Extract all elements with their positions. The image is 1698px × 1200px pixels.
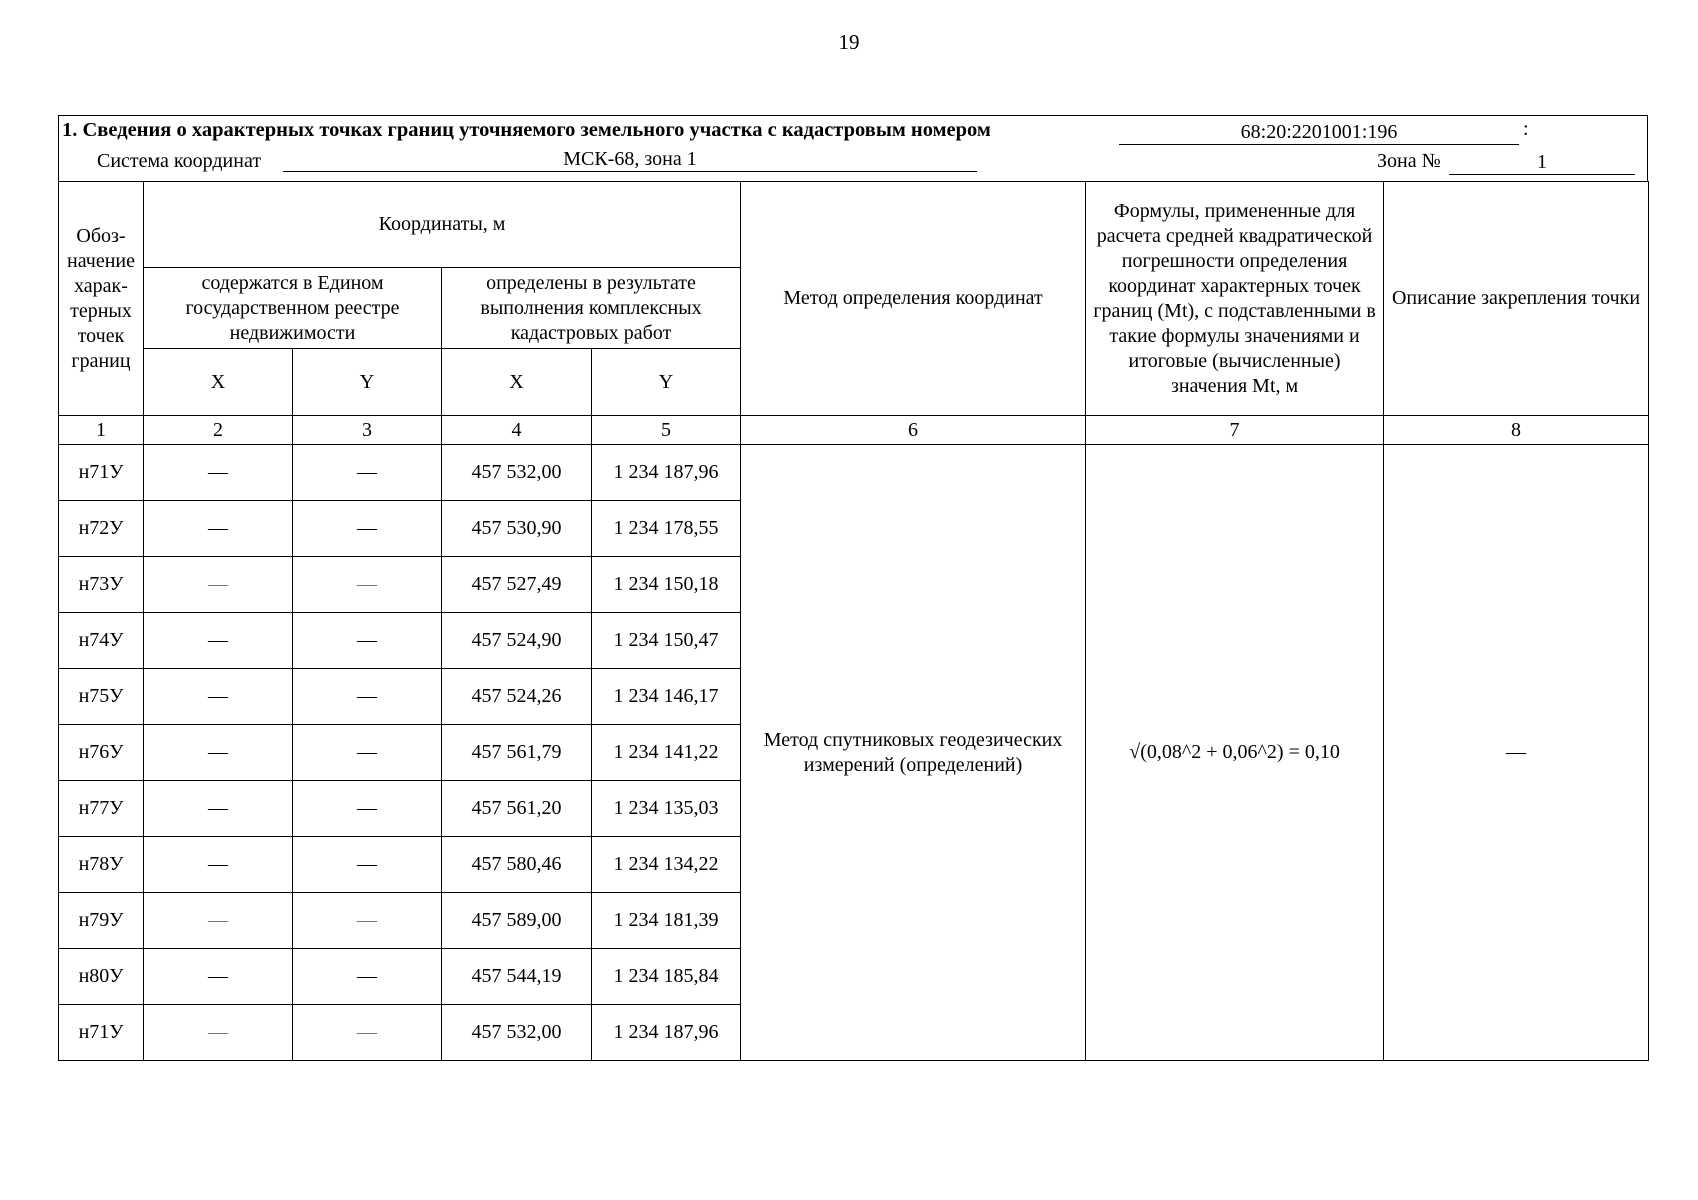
x-coordinate-cell: 457 580,46: [442, 837, 592, 893]
y-coordinate-cell: 1 234 134,22: [592, 837, 741, 893]
column-number: 4: [442, 416, 592, 445]
col-header-formulas: Формулы, примененные для расчета средней квадратической погрешности определения координат характерных точек границ (Mt), с подставленными в такие формулы значениями и итоговые (вычисленные) значения Mt, м: [1086, 182, 1384, 416]
y-coordinate-cell: 1 234 150,47: [592, 613, 741, 669]
col-header-coordinates: Координаты, м: [144, 182, 741, 268]
points-rows: [59, 445, 1649, 1061]
column-number: 3: [293, 416, 442, 445]
egrn-x-cell: —: [144, 445, 293, 501]
egrn-x-cell: —: [144, 1005, 293, 1061]
y-coordinate-cell: 1 234 150,18: [592, 557, 741, 613]
col-header-description: Описание закрепления точки: [1384, 182, 1649, 416]
egrn-y-cell: —: [293, 781, 442, 837]
egrn-y-cell: —: [293, 445, 442, 501]
y-coordinate-cell: 1 234 187,96: [592, 1005, 741, 1061]
point-designation-cell: н79У: [59, 893, 144, 949]
x-coordinate-cell: 457 530,90: [442, 501, 592, 557]
egrn-y-cell: —: [293, 949, 442, 1005]
x-coordinate-cell: 457 532,00: [442, 445, 592, 501]
egrn-y-cell: —: [293, 1005, 442, 1061]
egrn-x-cell: —: [144, 725, 293, 781]
point-designation-cell: н78У: [59, 837, 144, 893]
coord-system-label: Система координат: [97, 150, 262, 172]
formula-cell: √(0,08^2 + 0,06^2) = 0,10: [1086, 445, 1384, 1061]
egrn-x-cell: —: [144, 613, 293, 669]
col-header-point: Обоз-начение харак-терных точек границ: [59, 182, 144, 416]
egrn-x-cell: —: [144, 893, 293, 949]
y-coordinate-cell: 1 234 135,03: [592, 781, 741, 837]
point-designation-cell: н74У: [59, 613, 144, 669]
point-designation-cell: н73У: [59, 557, 144, 613]
point-designation-cell: н80У: [59, 949, 144, 1005]
egrn-y-cell: —: [293, 557, 442, 613]
zone-label: Зона №: [1377, 150, 1441, 172]
point-designation-cell: н76У: [59, 725, 144, 781]
col-header-y: Y: [592, 349, 741, 416]
egrn-y-cell: —: [293, 837, 442, 893]
coord-system-value: МСК-68, зона 1: [283, 147, 977, 172]
point-designation-cell: н72У: [59, 501, 144, 557]
y-coordinate-cell: 1 234 187,96: [592, 445, 741, 501]
section-title: 1. Сведения о характерных точках границ уточняемого земельного участка с кадастровым номером: [62, 119, 991, 141]
egrn-y-cell: —: [293, 725, 442, 781]
y-coordinate-cell: 1 234 181,39: [592, 893, 741, 949]
y-coordinate-cell: 1 234 146,17: [592, 669, 741, 725]
x-coordinate-cell: 457 544,19: [442, 949, 592, 1005]
col-header-egrn-y: Y: [293, 349, 442, 416]
x-coordinate-cell: 457 527,49: [442, 557, 592, 613]
column-numbers-row: [59, 416, 1649, 445]
egrn-x-cell: —: [144, 837, 293, 893]
y-coordinate-cell: 1 234 141,22: [592, 725, 741, 781]
point-designation-cell: н77У: [59, 781, 144, 837]
x-coordinate-cell: 457 561,20: [442, 781, 592, 837]
col-header-x: X: [442, 349, 592, 416]
egrn-x-cell: —: [144, 669, 293, 725]
colon-mark: :: [1523, 118, 1529, 140]
cadastral-number: 68:20:2201001:196: [1119, 120, 1519, 145]
x-coordinate-cell: 457 589,00: [442, 893, 592, 949]
x-coordinate-cell: 457 524,90: [442, 613, 592, 669]
page-number: 19: [838, 30, 860, 54]
column-number: 1: [59, 416, 144, 445]
point-designation-cell: н71У: [59, 445, 144, 501]
egrn-x-cell: —: [144, 949, 293, 1005]
egrn-x-cell: —: [144, 501, 293, 557]
zone-value: 1: [1449, 150, 1635, 175]
point-designation-cell: н75У: [59, 669, 144, 725]
egrn-y-cell: —: [293, 501, 442, 557]
col-header-egrn: содержатся в Едином государственном реестре недвижимости: [144, 268, 442, 349]
egrn-x-cell: —: [144, 557, 293, 613]
egrn-y-cell: —: [293, 669, 442, 725]
x-coordinate-cell: 457 561,79: [442, 725, 592, 781]
table-row: [59, 445, 1649, 501]
egrn-y-cell: —: [293, 613, 442, 669]
y-coordinate-cell: 1 234 185,84: [592, 949, 741, 1005]
y-coordinate-cell: 1 234 178,55: [592, 501, 741, 557]
x-coordinate-cell: 457 524,26: [442, 669, 592, 725]
egrn-y-cell: —: [293, 893, 442, 949]
method-cell: Метод спутниковых геодезических измерений (определений): [741, 445, 1086, 1061]
column-number: 2: [144, 416, 293, 445]
column-number: 6: [741, 416, 1086, 445]
col-header-determined: определены в результате выполнения комплексных кадастровых работ: [442, 268, 741, 349]
document: [58, 115, 1648, 1061]
description-cell: —: [1384, 445, 1649, 1061]
points-table: [58, 181, 1649, 1061]
point-designation-cell: н71У: [59, 1005, 144, 1061]
x-coordinate-cell: 457 532,00: [442, 1005, 592, 1061]
column-number: 7: [1086, 416, 1384, 445]
column-number: 8: [1384, 416, 1649, 445]
section-header: [58, 115, 1648, 181]
egrn-x-cell: —: [144, 781, 293, 837]
col-header-method: Метод определения координат: [741, 182, 1086, 416]
col-header-egrn-x: X: [144, 349, 293, 416]
column-number: 5: [592, 416, 741, 445]
